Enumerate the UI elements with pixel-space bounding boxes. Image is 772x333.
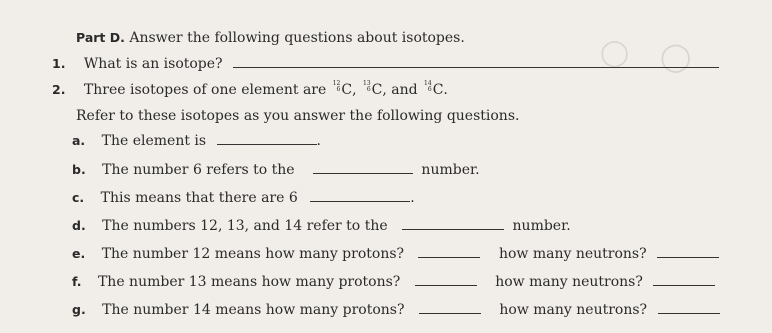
question-number: 1. (52, 56, 66, 71)
neutron-question: how many neutrons? (495, 274, 643, 290)
item-text: The numbers 12, 13, and 14 refer to the (102, 218, 388, 234)
item-d: d. The numbers 12, 13, and 14 refer to the number. (72, 218, 571, 234)
isotope-c13: 13 6 C (363, 80, 383, 98)
item-text: The number 6 refers to the (102, 162, 295, 178)
item-f (72, 273, 715, 290)
item-g (72, 301, 720, 318)
item-text: The number 13 means how many protons? (97, 274, 401, 290)
question-text: What is an isotope? (83, 56, 223, 72)
item-letter: d. (72, 218, 86, 233)
part-label: Part D. (76, 30, 125, 45)
neutron-question: how many neutrons? (498, 246, 647, 262)
instruction-text: Refer to these isotopes as you answer the following questions. (76, 108, 520, 124)
item-text: The element is (101, 133, 207, 149)
item-letter: g. (72, 302, 86, 317)
part-heading (76, 30, 465, 46)
proton-blank[interactable] (418, 245, 480, 258)
proton-blank[interactable] (419, 301, 481, 314)
answer-blank[interactable] (233, 55, 719, 68)
neutron-question: how many neutrons? (499, 302, 648, 318)
bleed-through-mark: ◯ (660, 40, 692, 73)
item-c: c. This means that there are 6 . (72, 190, 415, 206)
item-b: b. The number 6 refers to the number. (72, 162, 480, 178)
answer-blank[interactable] (313, 161, 413, 174)
item-text: The number 14 means how many protons? (102, 302, 405, 318)
question-2: 2. Three isotopes of one element are 12 6 C, 13 6 C, and 14 6 C. (52, 80, 448, 98)
question-1 (52, 55, 719, 72)
item-e (72, 245, 719, 262)
answer-blank[interactable] (217, 132, 317, 145)
isotope-c14: 14 6 C (424, 80, 444, 98)
item-text: The number 12 means how many protons? (101, 246, 405, 262)
neutron-blank[interactable] (653, 273, 715, 286)
proton-blank[interactable] (415, 273, 477, 286)
item-letter: c. (72, 190, 85, 205)
item-text: This means that there are 6 (100, 190, 298, 206)
answer-blank[interactable] (402, 217, 504, 230)
part-instruction: Answer the following questions about isotopes. (129, 30, 465, 46)
item-letter: a. (72, 133, 86, 148)
question-text: Three isotopes of one element are (83, 82, 327, 98)
question-number: 2. (52, 82, 66, 97)
item-letter: e. (72, 246, 86, 261)
bleed-through-mark: ◯ (600, 38, 630, 68)
item-letter: b. (72, 162, 86, 177)
neutron-blank[interactable] (658, 301, 720, 314)
isotope-c12: 12 6 C (332, 80, 353, 98)
answer-blank[interactable] (310, 189, 410, 202)
neutron-blank[interactable] (657, 245, 719, 258)
item-a: a. The element is . (72, 133, 321, 149)
item-letter: f. (72, 274, 82, 289)
